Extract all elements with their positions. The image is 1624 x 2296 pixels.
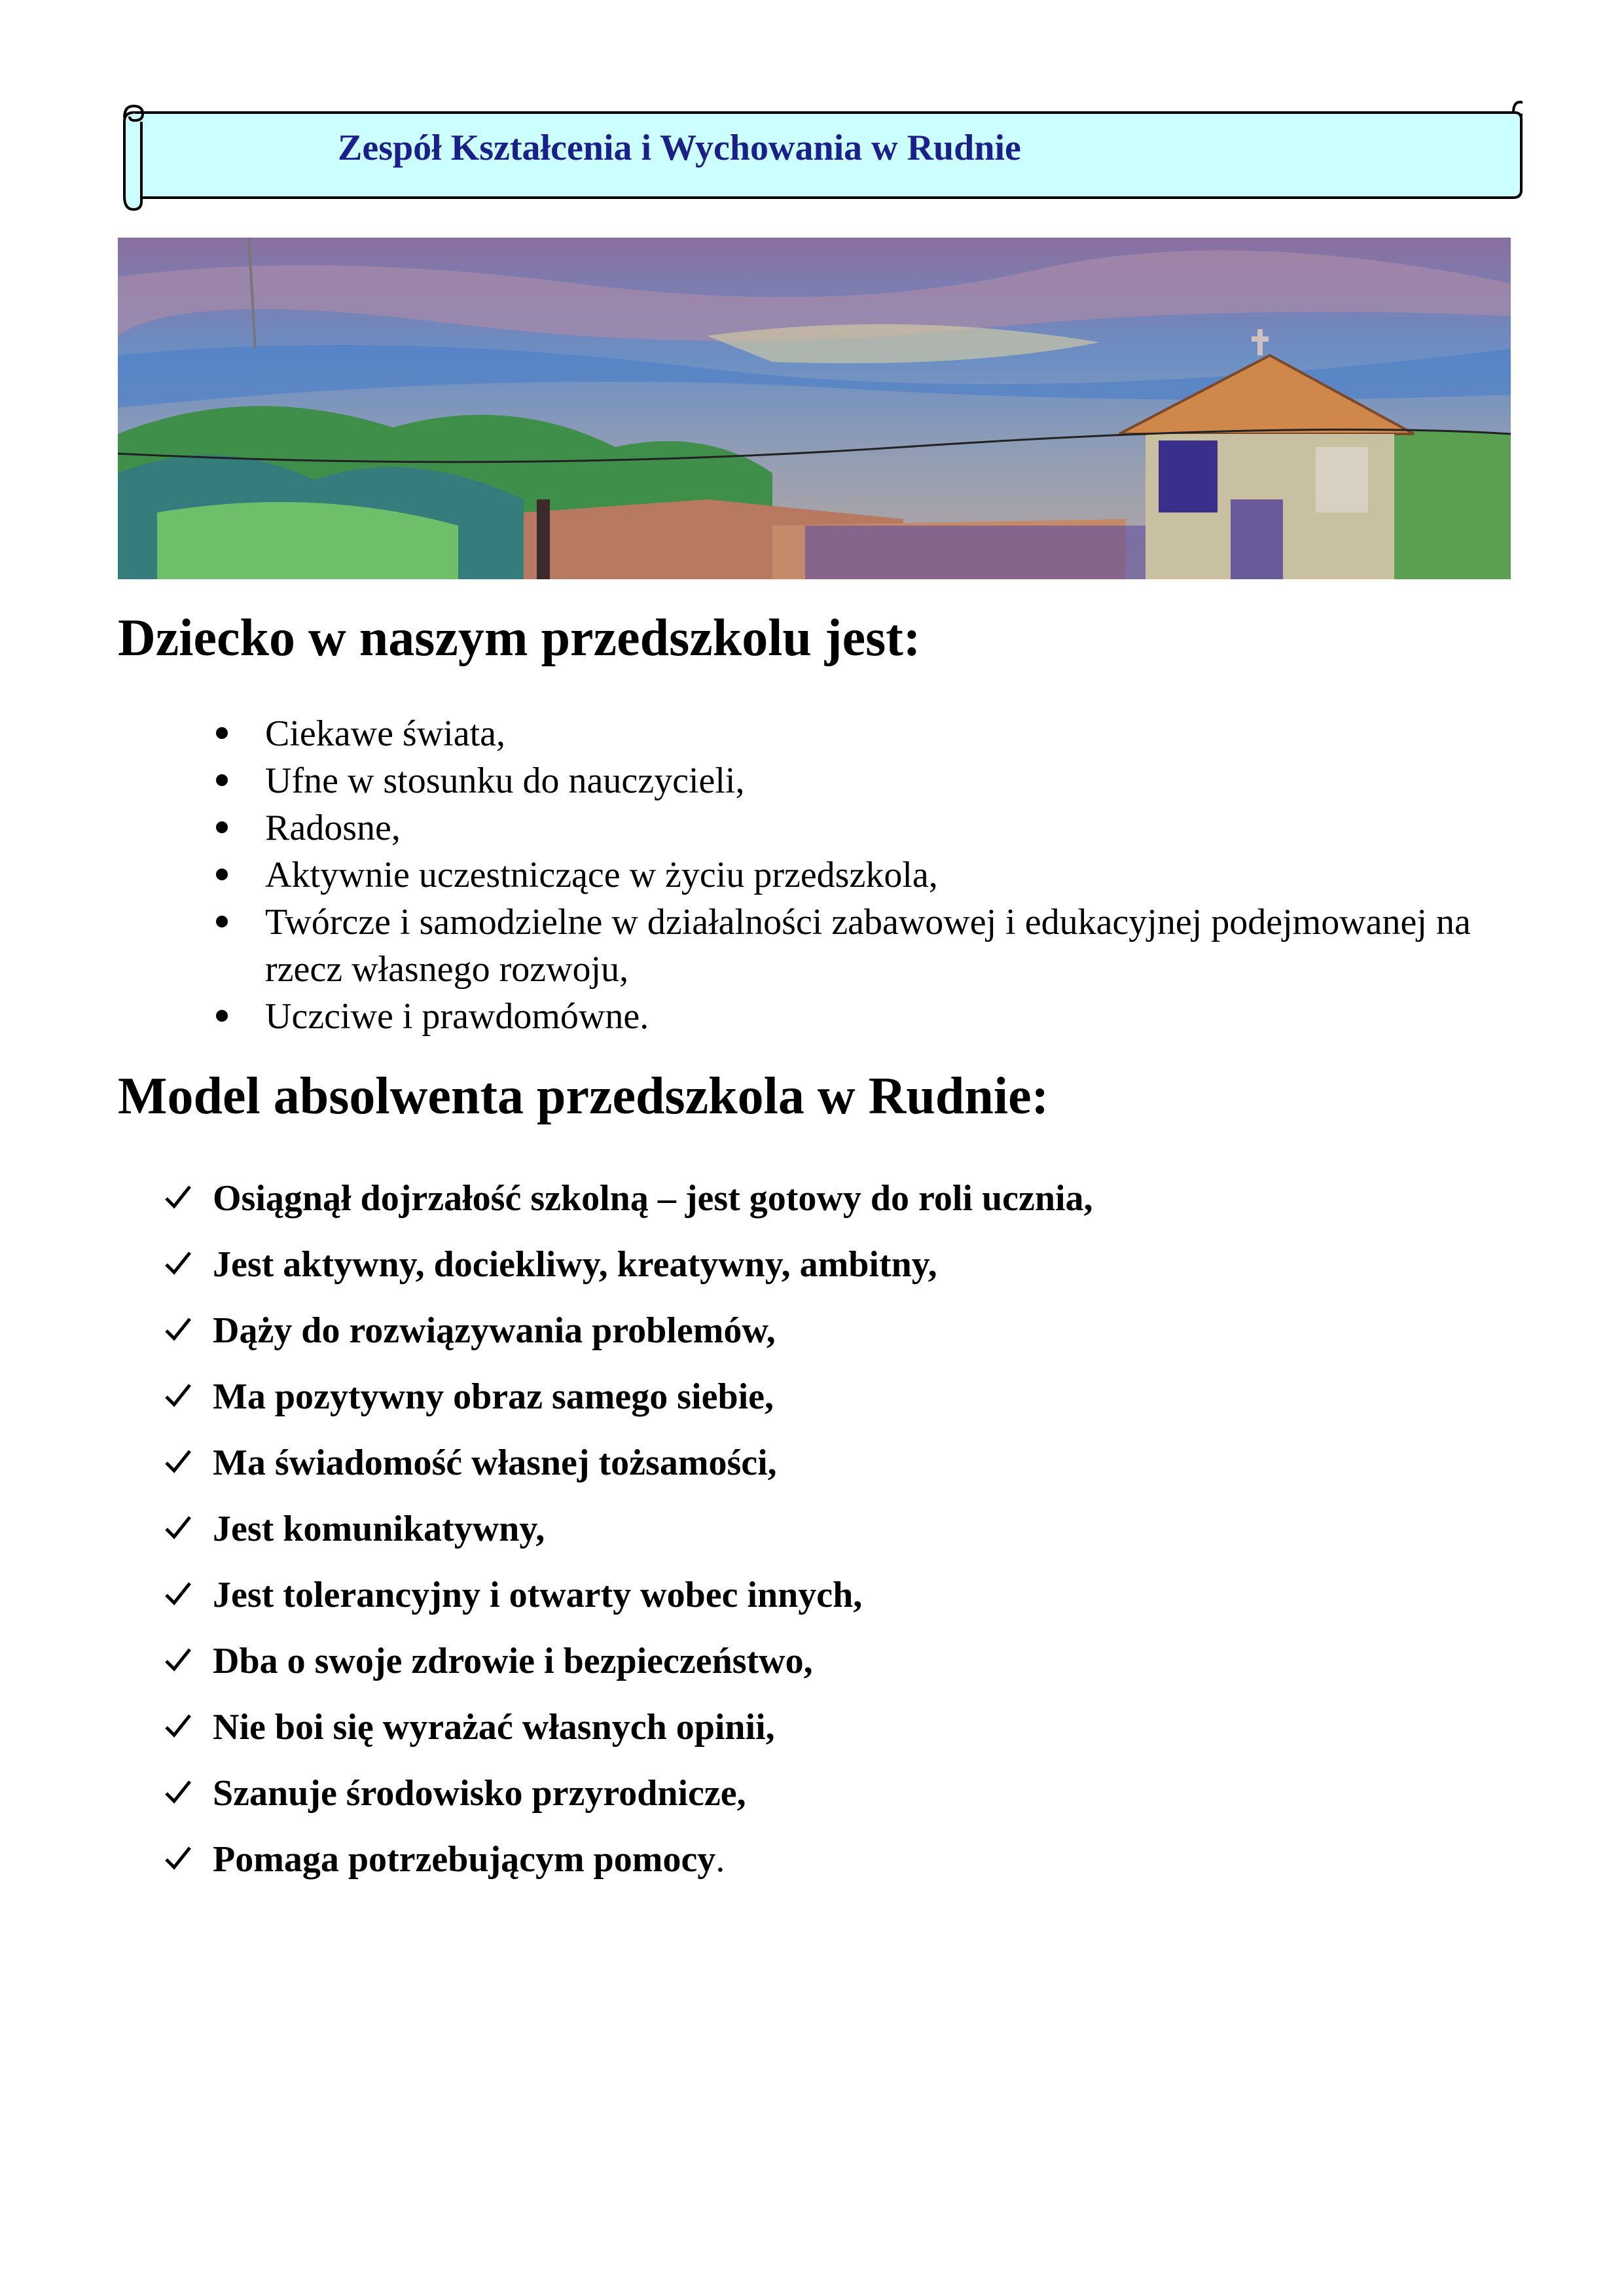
list-item-text: Dba o swoje zdrowie i bezpieczeństwo, xyxy=(213,1641,813,1681)
list-item-text: Nie boi się wyrażać własnych opinii, xyxy=(213,1707,775,1748)
child-traits-list xyxy=(216,710,1519,1040)
list-item-text: Uczciwe i prawdomówne. xyxy=(265,996,649,1037)
section-heading-graduate: Model absolwenta przedszkola w Rudnie: xyxy=(118,1067,1049,1125)
landscape-painting-svg xyxy=(118,238,1511,579)
list-item xyxy=(216,804,1519,852)
bullet-icon xyxy=(216,774,228,786)
list-item-text: Radosne, xyxy=(265,808,401,848)
list-item xyxy=(164,1373,1093,1439)
bullet-icon xyxy=(216,1010,228,1022)
list-item xyxy=(216,899,1519,993)
list-item xyxy=(164,1505,1093,1571)
bullet-icon xyxy=(216,916,228,927)
list-item xyxy=(216,757,1519,804)
checkmark-icon xyxy=(164,1712,192,1740)
checkmark-icon xyxy=(164,1645,192,1674)
list-item-text: Osiągnął dojrzałość szkolną – jest gotowy do roli ucznia, xyxy=(213,1178,1093,1219)
list-item xyxy=(164,1704,1093,1770)
list-item-text: Pomaga potrzebującym pomocy xyxy=(213,1839,716,1880)
checkmark-icon xyxy=(164,1844,192,1873)
checkmark-icon xyxy=(164,1183,192,1211)
title-banner xyxy=(115,98,1523,216)
list-item xyxy=(164,1439,1093,1505)
checkmark-icon xyxy=(164,1513,192,1542)
landscape-painting-image xyxy=(118,238,1511,579)
list-item-suffix: . xyxy=(715,1839,725,1880)
list-item-text: Twórcze i samodzielne w działalności zabawowej i edukacyjnej podejmowanej na rzecz własnego rozwoju, xyxy=(265,902,1471,990)
list-item-text: Ufne w stosunku do nauczycieli, xyxy=(265,761,745,801)
list-item-text: Ma pozytywny obraz samego siebie, xyxy=(213,1376,774,1417)
list-item-text: Szanuje środowisko przyrodnicze, xyxy=(213,1773,746,1814)
list-item xyxy=(164,1307,1093,1373)
list-item-text: Ma świadomość własnej tożsamości, xyxy=(213,1443,777,1483)
list-item-text: Ciekawe świata, xyxy=(265,713,505,754)
list-item xyxy=(216,993,1519,1040)
list-item xyxy=(164,1638,1093,1704)
list-item-text: Jest aktywny, dociekliwy, kreatywny, ambitny, xyxy=(213,1244,937,1285)
list-item xyxy=(164,1836,1093,1902)
list-item xyxy=(216,852,1519,899)
checkmark-icon xyxy=(164,1579,192,1608)
checkmark-icon xyxy=(164,1447,192,1476)
banner-title: Zespół Kształcenia i Wychowania w Rudnie xyxy=(338,128,1021,168)
list-item xyxy=(164,1571,1093,1638)
checkmark-icon xyxy=(164,1778,192,1806)
checkmark-icon xyxy=(164,1249,192,1278)
section-heading-child: Dziecko w naszym przedszkolu jest: xyxy=(118,609,921,667)
graduate-model-list xyxy=(164,1175,1093,1902)
list-item xyxy=(164,1770,1093,1836)
list-item xyxy=(164,1241,1093,1307)
list-item-text: Jest komunikatywny, xyxy=(213,1509,545,1549)
list-item-text: Jest tolerancyjny i otwarty wobec innych, xyxy=(213,1575,863,1615)
checkmark-icon xyxy=(164,1315,192,1344)
bullet-icon xyxy=(216,727,228,739)
list-item xyxy=(216,710,1519,757)
list-item xyxy=(164,1175,1093,1241)
checkmark-icon xyxy=(164,1381,192,1410)
bullet-icon xyxy=(216,869,228,880)
bullet-icon xyxy=(216,821,228,833)
list-item-text: Dąży do rozwiązywania problemów, xyxy=(213,1310,776,1351)
list-item-text: Aktywnie uczestniczące w życiu przedszkola, xyxy=(265,855,938,895)
